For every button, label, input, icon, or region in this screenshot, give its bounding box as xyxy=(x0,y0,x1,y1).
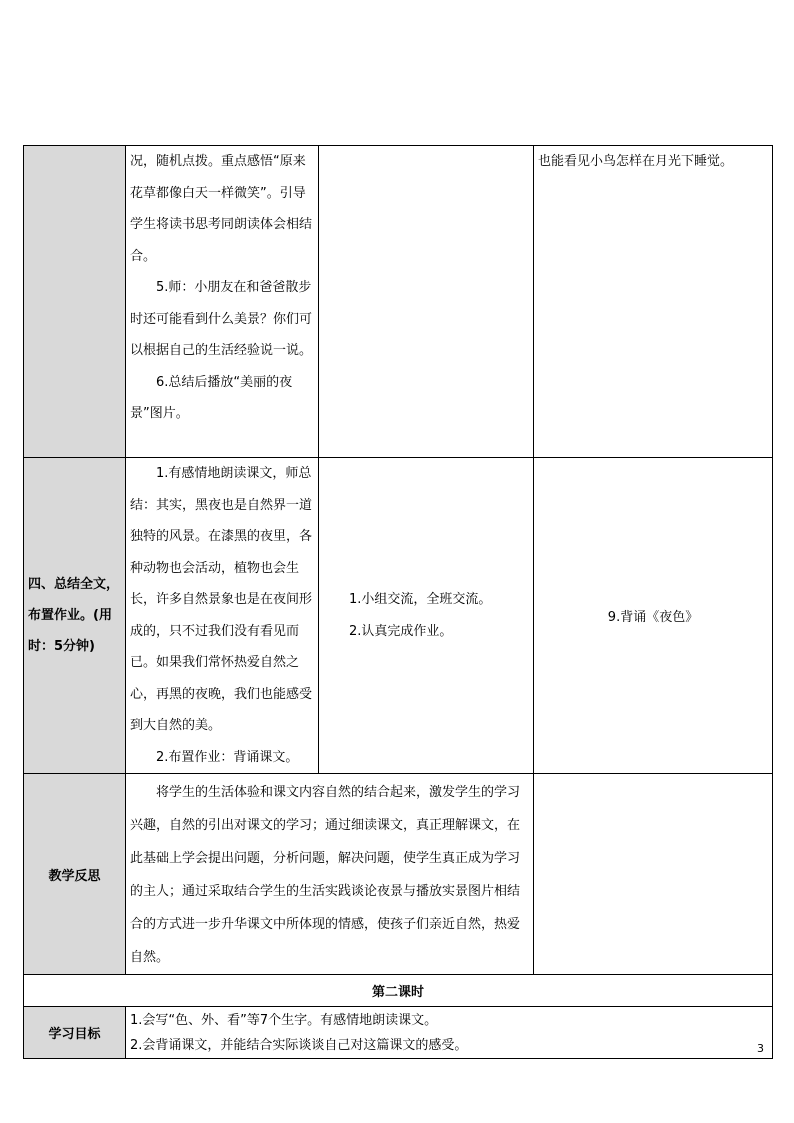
summary-row xyxy=(24,458,773,774)
goals-row xyxy=(24,1007,773,1059)
summary-row-design-intent xyxy=(534,458,773,774)
section-title-cell xyxy=(24,975,773,1007)
summary-row-activities xyxy=(126,458,319,774)
continued-row xyxy=(24,146,773,458)
summary-row-label xyxy=(24,458,126,774)
student-activity-item: 1.小组交流，全班交流。 xyxy=(349,592,492,607)
continued-row-activities xyxy=(126,146,319,458)
design-intent-text: 也能看见小鸟怎样在月光下睡觉。 xyxy=(538,154,734,169)
activity-paragraph: 6.总结后播放“美丽的夜景”图片。 xyxy=(130,374,293,421)
student-activity-item: 2.认真完成作业。 xyxy=(349,623,453,639)
reflection-row-text-cell xyxy=(126,774,534,975)
continued-row-student-activities xyxy=(319,146,534,458)
activity-paragraph: 况，随机点拨。重点感悟“原来花草都像白天一样微笑”。引导学生将读书思考同朗读体会相结合。 xyxy=(130,154,313,264)
reflection-label-text: 教学反思 xyxy=(48,868,101,884)
section-title-row xyxy=(24,975,773,1007)
design-intent-text: 9.背诵《夜色》 xyxy=(607,610,699,625)
continued-row-label xyxy=(24,146,126,458)
reflection-row-label xyxy=(24,774,126,975)
section-title: 第二课时 xyxy=(371,985,424,1000)
activity-paragraph: 1.有感情地朗读课文，师总结：其实，黑夜也是自然界一道独特的风景。在漆黑的夜里，各种动物也会活动，植物也会生长，许多自然景象也是在夜间形成的，只不过我们没有看见而已。如果我们常怀热爱自然之心，再黑的夜晚，我们也能感受到大自然的美。 xyxy=(130,466,313,733)
reflection-row xyxy=(24,774,773,975)
goals-row-items xyxy=(126,1007,773,1059)
lesson-plan-table xyxy=(23,145,773,1059)
continued-row-design-intent xyxy=(534,146,773,458)
reflection-text: 将学生的生活体验和课文内容自然的结合起来，激发学生的学习兴趣，自然的引出对课文的学习；通过细读课文，真正理解课文，在此基础上学会提出问题，分析问题，解决问题，使学生真正成为学习的主人；通过采取结合学生的生活实践谈论夜景与播放实景图片相结合的方式进一步升华课文中所体现的情感，使孩子们亲近自然，热爱自然。 xyxy=(130,785,521,965)
goals-label-text: 学习目标 xyxy=(48,1027,101,1042)
summary-label-text: 四、总结全文，布置作业。(用时：5分钟) xyxy=(28,577,120,654)
goals-row-label xyxy=(24,1007,126,1059)
goal-item: 1.会写“色、外、看”等7个生字。有感情地朗读课文。 xyxy=(130,1012,438,1028)
activity-paragraph: 5.师：小朋友在和爸爸散步时还可能看到什么美景？你们可以根据自己的生活经验说一说。 xyxy=(130,280,313,358)
summary-row-student-activities xyxy=(319,458,534,774)
page-number: 3 xyxy=(757,1042,764,1055)
activity-paragraph: 2.布置作业：背诵课文。 xyxy=(156,749,299,765)
reflection-row-empty-cell xyxy=(534,774,773,975)
goal-item: 2.会背诵课文，并能结合实际谈谈自己对这篇课文的感受。 xyxy=(130,1037,468,1053)
